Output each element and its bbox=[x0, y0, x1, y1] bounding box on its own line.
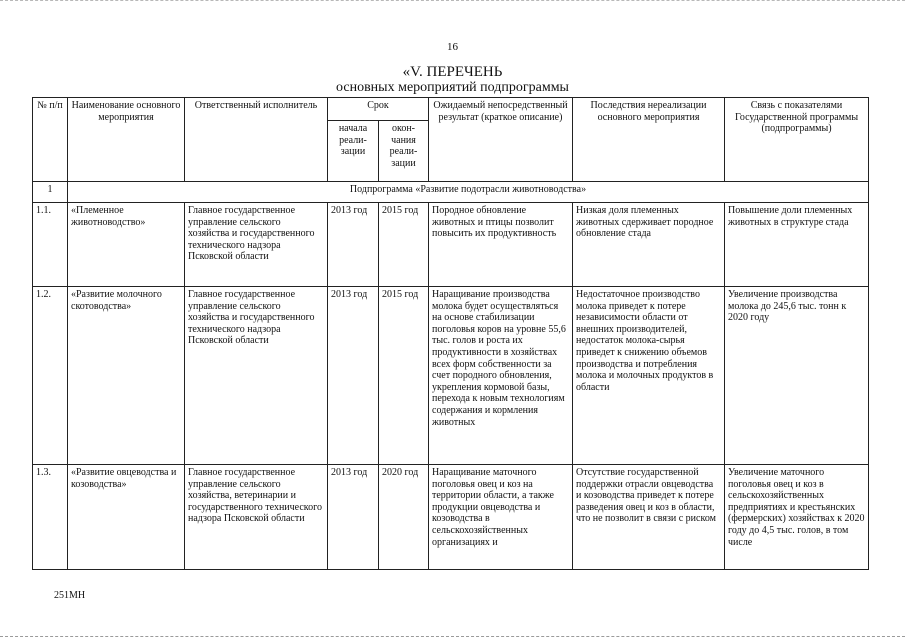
section-num: 1 bbox=[33, 182, 68, 203]
header-term: Срок bbox=[328, 98, 429, 121]
scan-edge-bottom bbox=[0, 636, 905, 639]
section-title: Подпрограмма «Развитие подотрасли животноводства» bbox=[68, 182, 869, 203]
header-consequences: Последствия нереализации основного мероприятия bbox=[573, 98, 725, 182]
table-row bbox=[33, 287, 869, 465]
row-start: 2013 год bbox=[328, 287, 379, 465]
footer-code: 251МН bbox=[54, 590, 86, 601]
row-end: 2015 год bbox=[379, 203, 429, 287]
header-executor: Ответственный исполнитель bbox=[185, 98, 328, 182]
page-number: 16 bbox=[447, 41, 458, 53]
row-num: 1.2. bbox=[33, 287, 68, 465]
row-executor: Главное государственное управление сельского хозяйства, ветеринарии и государственного технического надзора Псковской области bbox=[185, 465, 328, 570]
row-result: Наращивание производства молока будет осуществляться на основе стабилизации поголовья коров на уровне 55,6 тыс. голов и роста их продуктивности в хозяйствах всех форм собственности за счет породного обновления, укрепления кормовой базы, перехода к новым технологиям содержания и кормления животных bbox=[429, 287, 573, 465]
table-row bbox=[33, 203, 869, 287]
row-num: 1.3. bbox=[33, 465, 68, 570]
header-name: Наименование основного мероприятия bbox=[68, 98, 185, 182]
row-link: Увеличение маточного поголовья овец и коз в сельскохозяйственных предприятиях и крестьянских (фермерских) хозяйствах к 2020 году до 4,5 тыс. голов, в том числе bbox=[725, 465, 869, 570]
header-result: Ожидаемый непосредственный результат (краткое описание) bbox=[429, 98, 573, 182]
row-name: «Развитие овцеводства и козоводства» bbox=[68, 465, 185, 570]
activities-table bbox=[32, 97, 869, 570]
row-start: 2013 год bbox=[328, 203, 379, 287]
section-row bbox=[33, 182, 869, 203]
row-result: Породное обновление животных и птицы позволит повысить их продуктивность bbox=[429, 203, 573, 287]
row-end: 2020 год bbox=[379, 465, 429, 570]
scan-edge-top bbox=[0, 0, 905, 3]
header-num: № п/п bbox=[33, 98, 68, 182]
header-row bbox=[33, 98, 869, 121]
document-subtitle: основных мероприятий подпрограммы bbox=[336, 80, 569, 95]
row-consequences: Низкая доля племенных животных сдерживает породное обновление стада bbox=[573, 203, 725, 287]
row-start: 2013 год bbox=[328, 465, 379, 570]
document-title: «V. ПЕРЕЧЕНЬ bbox=[402, 64, 503, 80]
row-end: 2015 год bbox=[379, 287, 429, 465]
row-link: Увеличение производства молока до 245,6 тыс. тонн к 2020 году bbox=[725, 287, 869, 465]
row-link: Повышение доли племенных животных в структуре стада bbox=[725, 203, 869, 287]
table-row bbox=[33, 465, 869, 570]
row-executor: Главное государственное управление сельского хозяйства и государственного технического надзора Псковской области bbox=[185, 287, 328, 465]
row-consequences: Недостаточное производство молока приведет к потере независимости области от внешних производителей, недостаток молока-сырья приведет к снижению объемов производства и потребления молока и молочных продуктов в области bbox=[573, 287, 725, 465]
row-name: «Племенное животноводство» bbox=[68, 203, 185, 287]
row-consequences: Отсутствие государственной поддержки отрасли овцеводства и козоводства приведет к потере разведения овец и коз в области, что не позволит в связи с риском bbox=[573, 465, 725, 570]
row-num: 1.1. bbox=[33, 203, 68, 287]
header-term-end: окон-чания реали-зации bbox=[379, 121, 429, 182]
row-executor: Главное государственное управление сельского хозяйства и государственного технического надзора Псковской области bbox=[185, 203, 328, 287]
row-name: «Развитие молочного скотоводства» bbox=[68, 287, 185, 465]
header-term-start: начала реали-зации bbox=[328, 121, 379, 182]
row-result: Наращивание маточного поголовья овец и коз на территории области, а также продукции овцеводства и козоводства в сельскохозяйственных организациях и bbox=[429, 465, 573, 570]
header-link: Связь с показателями Государственной программы (подпрограммы) bbox=[725, 98, 869, 182]
